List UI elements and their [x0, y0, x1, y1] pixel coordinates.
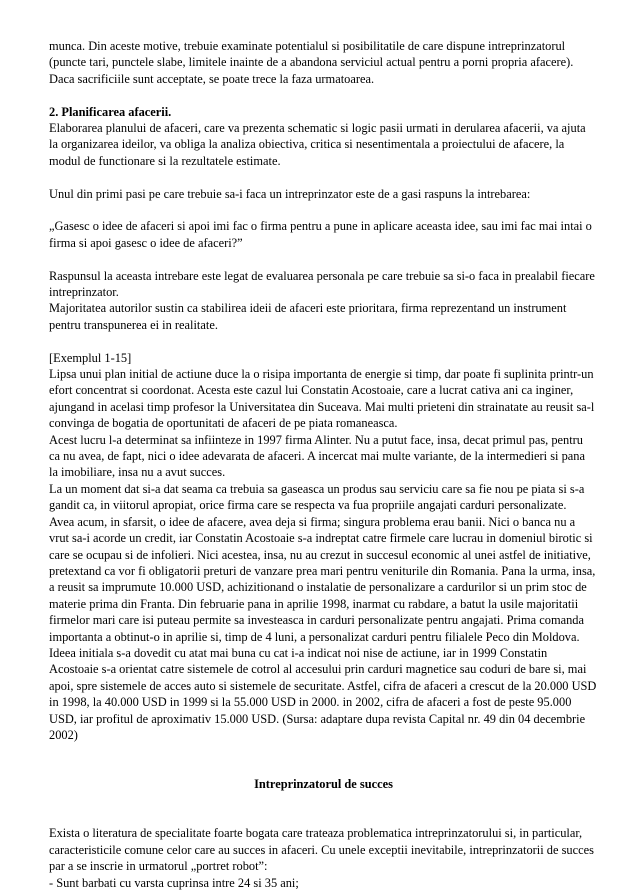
text-line: munca. Din aceste motive, trebuie examinate potentialul si posibilitatile de care dispune intreprinzatorul — [49, 39, 566, 53]
text-line: Avea acum, in sfarsit, o idee de afacere, avea deja si firma; singura problema erau banii. Nici o banca nu a — [49, 514, 576, 529]
intro-paragraph — [49, 38, 598, 87]
text-line: Unul din primi pasi pe care trebuie sa-i faca un intreprinzator este de a gasi raspuns la intrebarea: — [49, 186, 531, 201]
text-line: la imobiliare, insa nu a avut succes. — [49, 465, 226, 480]
text-line: pentru transpunerea ei in realitate. — [49, 317, 218, 332]
text-line: intreprinzator. — [49, 285, 119, 300]
text-line: Majoritatea autorilor sustin ca stabilirea ideii de afaceri este prioritara, firma reprezentand un instrument — [49, 301, 567, 316]
text-line: (puncte tari, punctele slabe, limitele inainte de a abandona serviciul actual pentru a porni propria afacere). — [49, 55, 574, 70]
text-line: gandit ca, in viitorul apropiat, orice firma care se respecta va fua propriile angajati carduri personalizate. — [49, 498, 567, 513]
text-line: modul de functionare si la rezultatele estimate. — [49, 153, 281, 168]
list-item: - Sunt barbati cu varsta cuprinsa intre 24 si 35 ani; — [49, 875, 299, 890]
text-line: ajungand in acelasi timp profesor la Universitatea din Suceava. Mai multi prieteni din strainatate au reusit sa-l — [49, 399, 595, 414]
text-line: Ideea initiala s-a dovedit cu atat mai buna cu cat i-a indicat noi nise de actiune, iar in 1999 Constatin — [49, 645, 548, 660]
text-line: la organizarea ideilor, va obliga la analiza obiectiva, critica si nesentimentala a proiectului de afacere, la — [49, 137, 565, 152]
text-line: vrut sa-i acorde un credit, iar Constatin Acostoaie s-a indreptat catre firmele care lucrau in domeniul birotic si — [49, 531, 593, 546]
text-line: a reusit sa imprumute 10.000 USD, achizitionand o instalatie de personalizare a cardurilor si un prim stoc de — [49, 580, 587, 595]
example-label: [Exemplul 1-15] — [49, 350, 132, 365]
text-line: convinga de bogatia de oportunitati de afaceri de pe piata romaneasca. — [49, 416, 398, 431]
text-line: in 1998, la 40.000 USD in 1999 si la 55.000 USD in 2000. in 2002, cifra de afaceri a fost de peste 95.000 — [49, 695, 572, 710]
text-line: materie prima din Franta. Din februarie pana in aprilie 1998, inarmat cu rabdare, a batut la usile majoritatii — [49, 596, 579, 611]
text-line: importanta a obtinut-o in aprilie si, timp de 4 luni, a personalizat carduri pentru filialele Peco din Moldova. — [49, 629, 580, 644]
text-line: 2002) — [49, 727, 78, 742]
success-paragraph — [49, 825, 598, 891]
text-line: Lipsa unui plan initial de actiune duce la o risipa importanta de energie si timp, dar poate fi suplinita printr-un — [49, 367, 594, 382]
text-line: firmelor mari care isi puteau permite sa investeasca in carduri personalizate pentru angajati. Prima comanda — [49, 613, 584, 628]
text-line: apoi, spre sistemele de acces auto si sistemele de securitate. Astfel, cifra de afaceri a crescut de la 20.000 USD — [49, 678, 597, 693]
text-line: firma si apoi gasesc o idee de afaceri?” — [49, 235, 243, 250]
text-line: La un moment dat si-a dat seama ca trebuia sa gaseasca un produs sau serviciu care sa fie nou pe piata si s-a — [49, 481, 585, 496]
question-quote — [49, 218, 598, 251]
text-line: Daca sacrificiile sunt acceptate, se poate trece la faza urmatoarea. — [49, 71, 375, 86]
section-planificarea — [49, 104, 598, 334]
text-line: efort concentrat si coordonat. Acesta este cazul lui Constatin Acostoaie, care a lucrat cativa ani ca inginer, — [49, 383, 574, 398]
text-line: caracteristicile comune celor care au succes in afaceri. Cu unele exceptii inevitabile, intreprinzatorii de succes — [49, 842, 594, 857]
text-line: ca nu avea, de fapt, nici o idee adevarata de afaceri. A incercat mai multe variante, de la intermedieri si pana — [49, 449, 585, 464]
text-line: care se ocupau si de infolieri. Nici acestea, insa, nu au crezut in succesul economic al unei astfel de initiative, — [49, 547, 591, 562]
answer-paragraph — [49, 268, 598, 334]
text-line: Exista o literatura de specialitate foarte bogata care trateaza problematica intreprinzatorului si, in particular, — [49, 826, 583, 841]
text-line: pretextand ca vor fi obligatorii preturi de vanzare prea mari pentru veniturile din Romania. Pana la urma, insa, — [49, 563, 596, 578]
section-heading: 2. Planificarea afacerii. — [49, 104, 172, 119]
text-line: Acostoaie s-a orientat catre sistemele de cotrol al accesului prin carduri magnetice sau coduri de bare si, mai — [49, 662, 587, 677]
text-line: USD, iar profitul de aproximativ 15.000 USD. (Sursa: adaptare dupa revista Capital nr. 49 din 04 decembrie — [49, 711, 586, 726]
section-heading-success: Intreprinzatorul de succes — [254, 777, 393, 792]
text-line: Elaborarea planului de afaceri, care va prezenta schematic si logic pasii urmati in derularea afacerii, va ajuta — [49, 121, 586, 136]
text-line: Raspunsul la aceasta intrebare este legat de evaluarea personala pe care trebuie sa si-o faca in prealabil fiecare — [49, 268, 595, 283]
example-block — [49, 350, 598, 744]
text-line: „Gasesc o idee de afaceri si apoi imi fac o firma pentru a pune in aplicare aceasta idee, sau imi fac mai intai o — [49, 219, 592, 234]
text-line: Acest lucru l-a determinat sa infiinteze in 1997 firma Alinter. Nu a putut face, insa, decat primul pas, pentru — [49, 432, 584, 447]
text-line: par a se inscrie in urmatorul „portret robot”: — [49, 859, 268, 874]
